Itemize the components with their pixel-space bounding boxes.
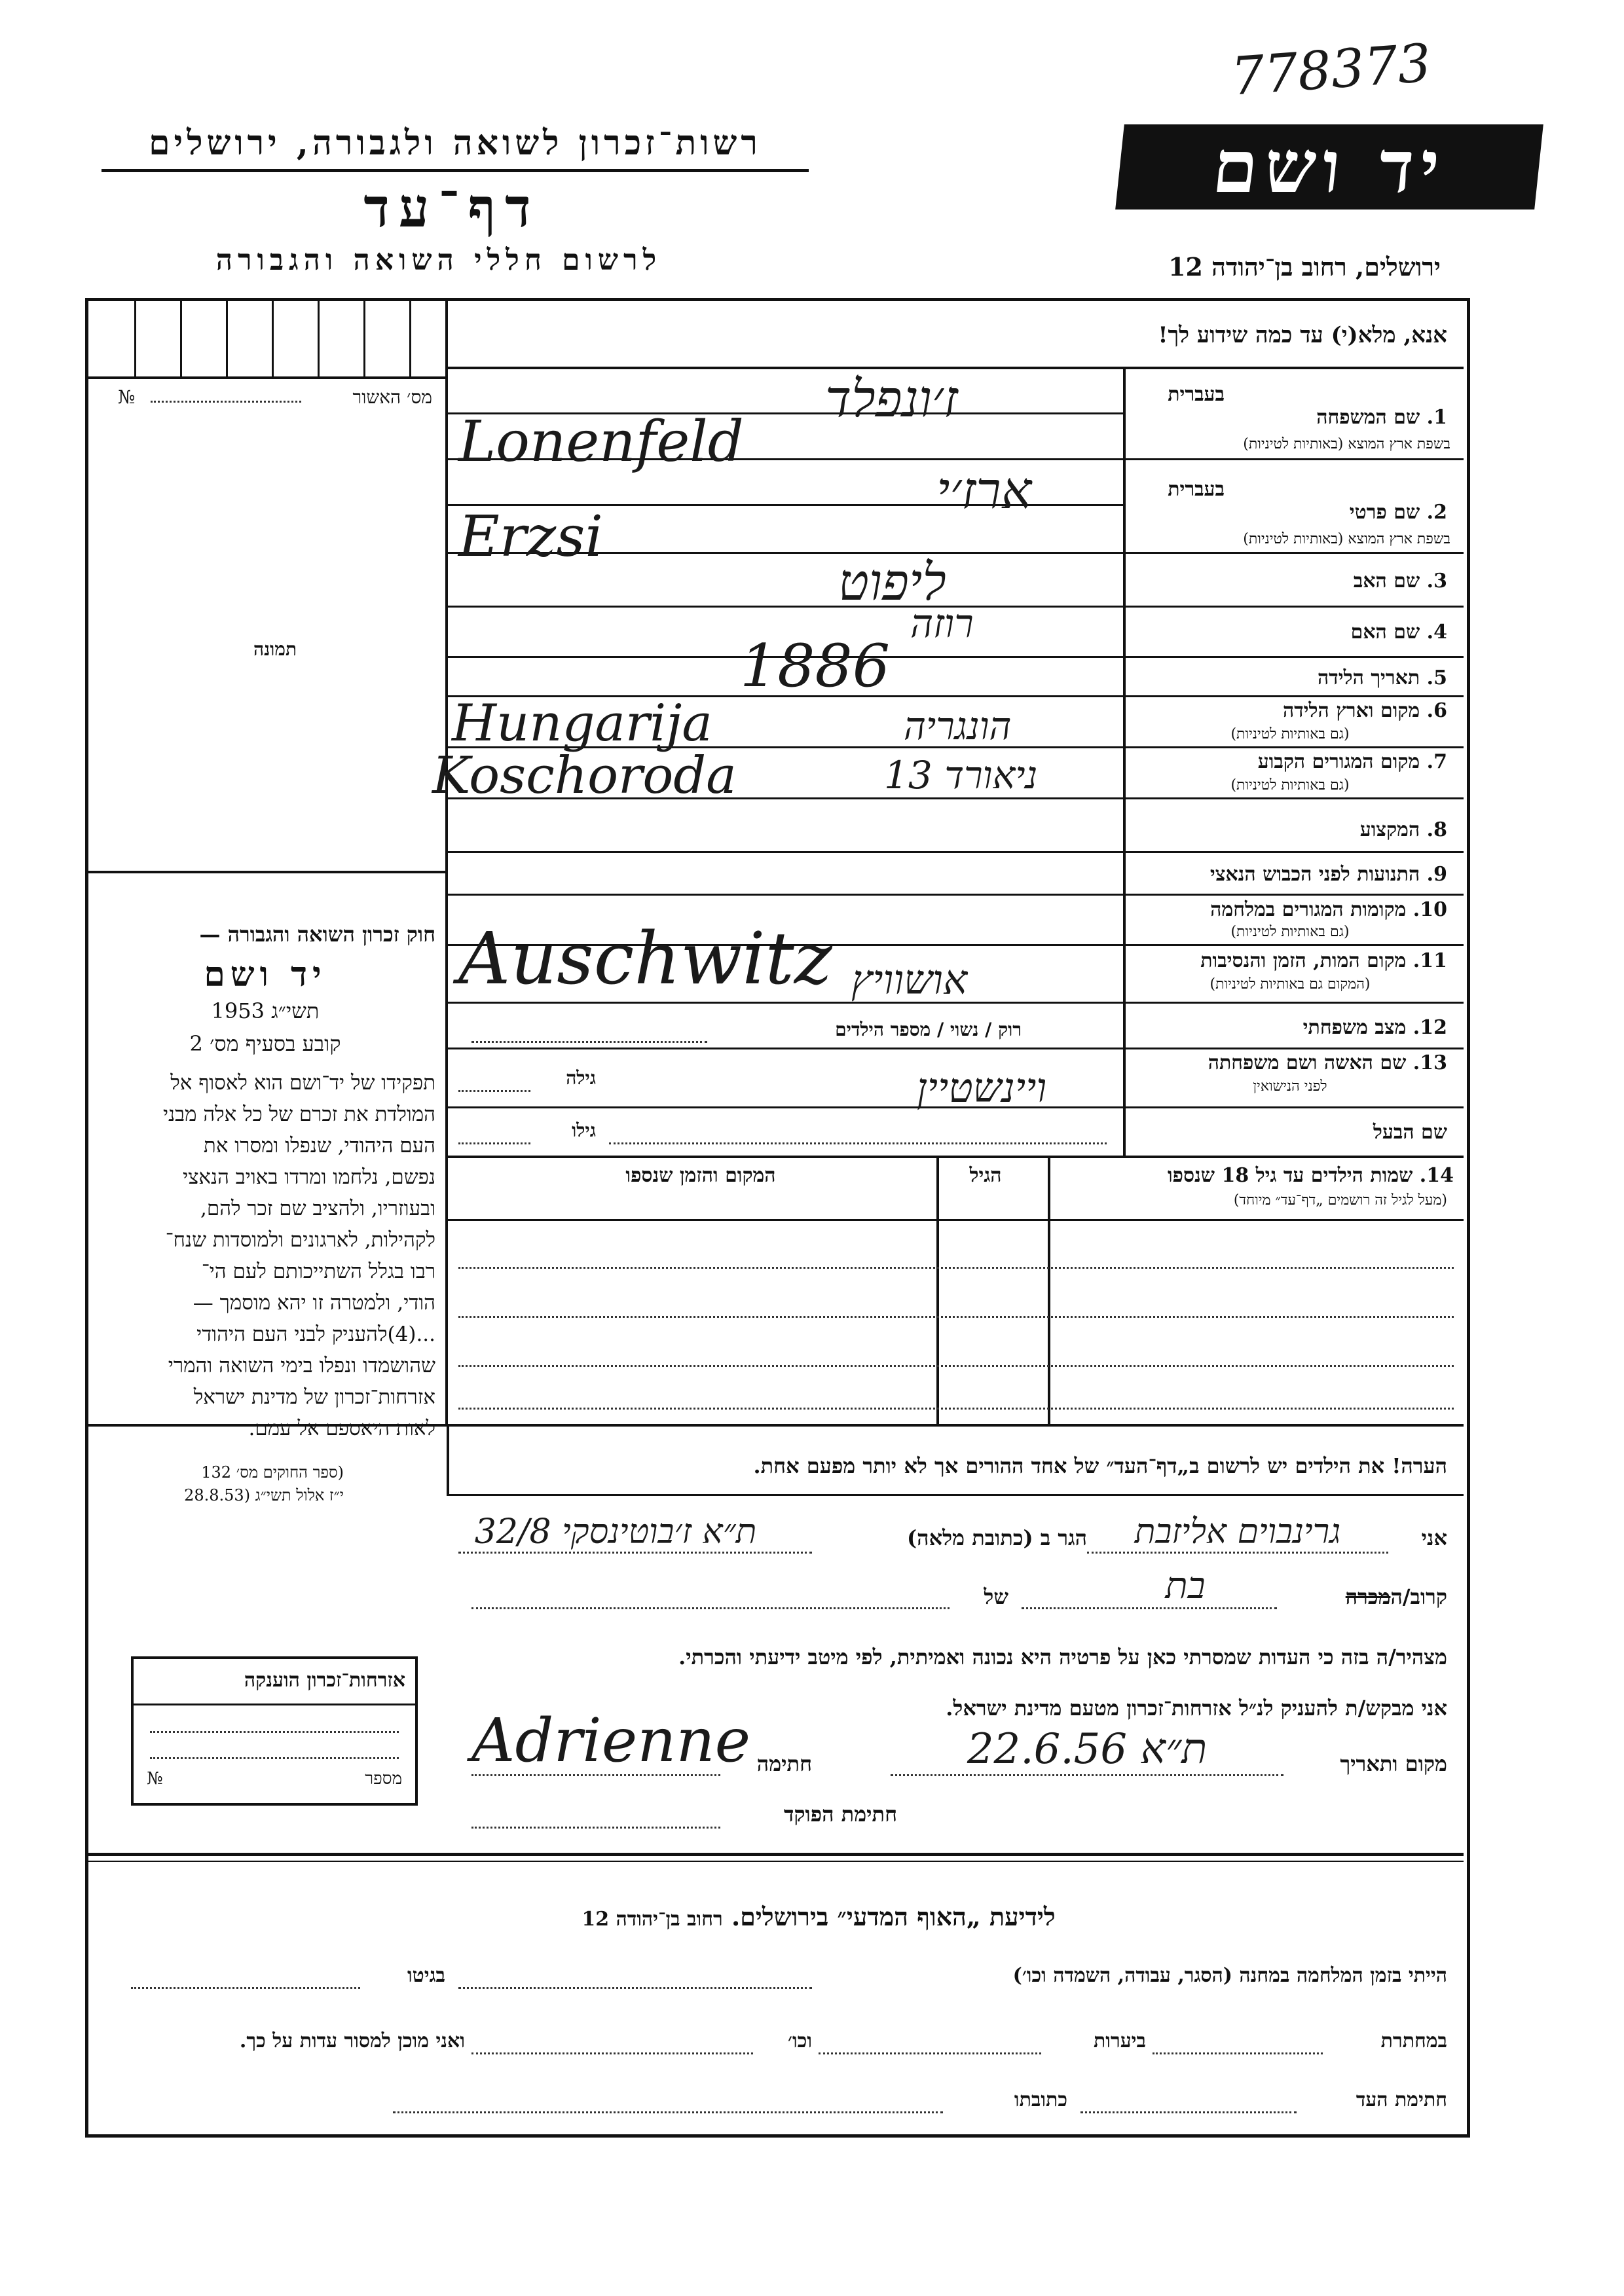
marital-options: רוק / נשוי / מספר הילדים: [835, 1019, 1022, 1040]
field-11-label: 11. מקום המות, הזמן והנסיבות: [1200, 949, 1447, 972]
field-3-label: 3. שם האב: [1353, 570, 1447, 592]
field-2-label: 2. שם פרטי: [1349, 501, 1447, 524]
approval-ticks: [88, 301, 445, 376]
husband-age-label: גילו: [572, 1120, 596, 1141]
law-title: חוק זכרון השואה והגבורה —: [199, 922, 435, 947]
info-address: רחוב בן־יהודה 12: [581, 1908, 723, 1931]
children-note-remark: הערה! את הילדים יש לרשום ב„דף־העד״ של אחד ההורים אך לא יותר מפעם אחת.: [753, 1453, 1447, 1478]
hw-declarant-name: גרינבוים אליזבת: [1134, 1512, 1341, 1552]
hw-declarant-address: ת״א ז׳בוטינסקי 32/8: [474, 1512, 757, 1552]
hw-surname-hebrew: ז׳ונפלד: [825, 370, 958, 429]
hw-residence-latin: Koschoroda: [432, 746, 737, 805]
children-col-divider-2: [936, 1156, 939, 1424]
citizenship-box: [131, 1656, 418, 1806]
law-year: תשי״ג 1953: [211, 998, 320, 1023]
field-11-note: (המקום גם באותיות לטיניות): [1209, 976, 1371, 993]
place-date-label: מקום ותאריך: [1340, 1751, 1447, 1776]
in-hebrew-label-1: בעברית: [1168, 383, 1225, 406]
field-6-label: 6. מקום וארץ הלידה: [1282, 699, 1447, 722]
info-title: לידיעת „האוף המדעי״ בירושלים. רחוב בן־יהודה 12: [581, 1902, 1056, 1931]
hw-place-date: ת״א 22.6.56: [967, 1725, 1208, 1774]
relative-strike: מכרה: [1345, 1584, 1391, 1609]
info-line-1: הייתי בזמן המלחמה במחנה (הסגר, עבודה, השמדה וכו׳): [1012, 1964, 1447, 1987]
field-12-label: 12. מצב משפחתי: [1302, 1016, 1447, 1039]
law-source-2: י״ז אלול תשי״ג (28.8.53: [184, 1486, 344, 1504]
field-2-note: בשפת ארץ המוצא (באותיות לטיניות): [1243, 531, 1450, 547]
hw-residence-hebrew: ניאורד 13: [884, 753, 1038, 797]
hw-first-latin: Erzsi: [458, 504, 603, 570]
husband-name-label: שם הבעל: [1373, 1121, 1447, 1144]
form-intro: אנא, מלא(י) עד כמה שידוע לך!: [1158, 322, 1447, 348]
children-note: (מעל לגיל זה רושמים „דף־עד״ מיוחד): [1233, 1192, 1447, 1209]
field-4-label: 4. שם האם: [1350, 621, 1447, 644]
hw-death-place-hebrew: אושוויץ: [851, 956, 968, 1004]
children-col-age: הגיל: [969, 1164, 1002, 1187]
approval-label: מס׳ האשור: [352, 386, 432, 408]
children-col-divider-1: [1048, 1156, 1050, 1424]
law-name: יד ושם: [204, 955, 327, 994]
declaration-residing: הגר ב (כתובת מלאה): [907, 1525, 1087, 1550]
logo-text: יד ושם: [1208, 124, 1450, 209]
declaration-i: אני: [1421, 1525, 1447, 1550]
hw-birth-place-hebrew: הונגריה: [904, 704, 1012, 748]
field-1-label: 1. שם המשפחה: [1316, 406, 1447, 429]
hw-signature: Adrienne: [471, 1705, 751, 1776]
handwritten-archive-number: 778373: [1229, 32, 1433, 107]
photo-label: תמונה: [253, 638, 297, 660]
field-9-label: 9. התנועות לפני הכבוש הנאצי: [1209, 863, 1447, 886]
field-8-label: 8. המקצוע: [1359, 818, 1447, 841]
field-10-label: 10. מקומות המגורים במלחמה: [1210, 898, 1447, 921]
approval-no-sign: №: [118, 386, 136, 408]
field-7-note: (גם באותיות לטיניות): [1230, 777, 1350, 793]
yad-vashem-logo: [1115, 124, 1543, 210]
declaration-request: אני מבקש/ת להעניק לנ״ל אזרחות־זכרון מטעם מדינת ישראל.: [946, 1696, 1447, 1721]
info-ghetto: בגיטו: [407, 1964, 445, 1987]
hw-death-place-latin: Auschwitz: [458, 917, 832, 1000]
hw-birth-year: 1886: [740, 632, 891, 701]
declaration-statement: מצהיר/ה בזה כי העדות שמסרתי כאן על פרטיה היא נכונה ואמיתית, לפי מיטב ידיעתי והכרתי.: [678, 1645, 1447, 1669]
official-signature-label: חתימת הפוקד: [784, 1802, 897, 1827]
field-7-label: 7. מקום המגורים הקבוע: [1257, 750, 1447, 773]
info-address-label: כתובתו: [1014, 2088, 1067, 2111]
field-6-note: (גם באותיות לטיניות): [1230, 726, 1350, 742]
hw-first-hebrew: ארז׳י: [936, 462, 1032, 520]
info-forests: ביערות: [1093, 2030, 1146, 2052]
info-willing: ואני מוכן למסור עדות על כך.: [239, 2030, 465, 2052]
hw-mother-hebrew: רוזה: [910, 601, 974, 647]
children-header: 14. שמות הילדים עד גיל 18 שנספו: [1167, 1164, 1454, 1187]
left-column-divider: [445, 301, 448, 1424]
field-13-label: 13. שם האשה ושם משפחתה: [1208, 1051, 1447, 1074]
field-10-note: (גם באותיות לטיניות): [1230, 924, 1350, 940]
citizenship-number-label: מספר: [365, 1769, 402, 1789]
hw-wife-maiden-hebrew: ויינשטיין: [917, 1064, 1047, 1112]
hw-father-hebrew: ליפוט: [838, 553, 946, 612]
header-rule: [101, 169, 809, 172]
info-etc: וכו׳: [788, 2030, 812, 2052]
organization-line: רשות־זכרון לשואה ולגבורה, ירושלים: [149, 123, 762, 163]
law-clause: קובע בסעיף מס׳ 2: [189, 1031, 341, 1056]
info-underground: במחתרת: [1380, 2030, 1447, 2052]
header-address: ירושלים, רחוב בן־יהודה 12: [1168, 252, 1441, 282]
citizenship-title: אזרחות־זכרון הוענקה: [244, 1669, 405, 1692]
in-hebrew-label-2: בעברית: [1168, 478, 1225, 501]
form-subtitle: לרשום חללי השואה והגבורה: [215, 244, 662, 277]
field-1-note: בשפת ארץ המוצא (באותיות לטיניות): [1243, 436, 1450, 452]
law-body: תפקידו של יד־ושם הוא לאסוף אל המולדת את זכרם של כל אלה מבני העם היהודי, שנפלו ומסרו את נפשם, נלחמו ומרדו באויב הנאצי ובעוזריו, ולהציב שם זכר להם, לקהילות, לארגונים ולמוסדות שנח־ רבו בגלל השתייכותם לעם הי־ הודי, ולמטרה זו יהא מוסמך — ...(4)להעניק לבני העם היהודי שהושמדו ונפלו בימי השואה והמרי אזרחות־זכרון של מדינת ישראל לאות היאספם אל עמם.: [162, 1071, 435, 1440]
signature-label: חתימה: [756, 1751, 812, 1776]
wife-age-label: גילה: [566, 1067, 596, 1089]
hw-birth-place-latin: Hungarija: [452, 694, 712, 753]
children-col-place-time: המקום והזמן שנספו: [625, 1164, 776, 1187]
field-13-note: לפני הנישואין: [1253, 1078, 1327, 1095]
hw-surname-latin: Lonenfeld: [458, 409, 744, 475]
form-title: דף־עד: [363, 177, 540, 240]
label-column-divider: [1123, 367, 1126, 1156]
info-witness-signature: חתימת העד: [1356, 2088, 1447, 2111]
citizenship-no-sign: №: [147, 1769, 163, 1789]
of-label: של: [984, 1584, 1008, 1609]
law-source-1: (ספר החוקים מס׳ 132: [201, 1463, 344, 1482]
relative-label: קרוב/המכרה: [1345, 1584, 1447, 1609]
field-5-label: 5. תאריך הלידה: [1318, 666, 1447, 689]
hw-relation: בת: [1165, 1565, 1206, 1607]
